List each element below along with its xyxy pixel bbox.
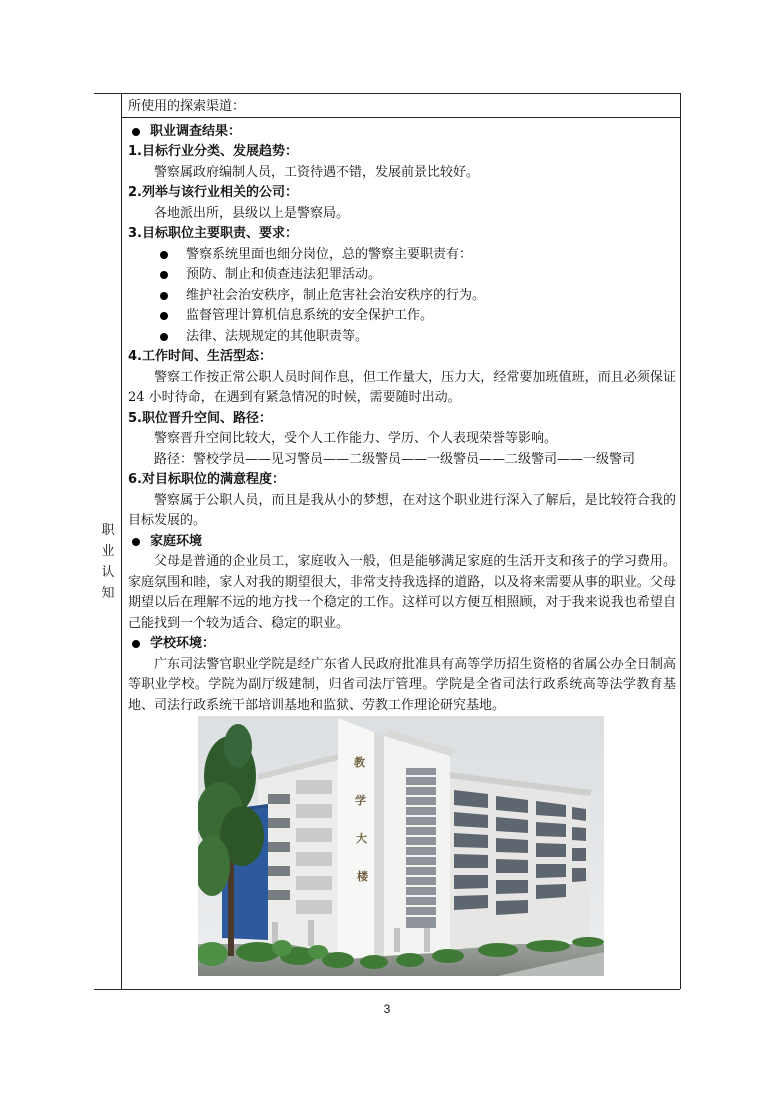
promotion-path: 路径：警校学员——见习警员——二级警员——一级警员——二级警司——一级警司: [154, 451, 636, 467]
family-heading-text: 家庭环境: [150, 533, 203, 549]
section-title: 2.列举与该行业相关的公司：: [128, 185, 298, 200]
survey-heading-text: 职业调查结果：: [150, 123, 242, 139]
table-right-border: [680, 93, 681, 989]
list-item: [128, 327, 676, 348]
bullet-icon: [160, 271, 168, 279]
side-label-char: 知: [101, 586, 115, 601]
list-item: [128, 286, 676, 307]
bullet-icon: [160, 292, 168, 300]
family-heading: [128, 532, 676, 553]
list-item: [128, 306, 676, 327]
list-item: [128, 265, 676, 286]
list-item-text: 法律、法规规定的其他职责等。: [186, 328, 369, 344]
school-heading: [128, 634, 676, 655]
bullet-icon: [160, 333, 168, 341]
survey-heading: [128, 122, 676, 143]
side-label-char: 认: [101, 565, 115, 580]
family-paragraph: 父母是普通的企业员工，家庭收入一般，但是能够满足家庭的生活开支和孩子的学习费用。家庭氛围和睦，家人对我的期望很大，非常支持我选择的道路，以及将来需要从事的职业。父母期望以后在理解不远的地方找一个稳定的工作。这样可以方便互相照顾，对于我来说我也希望自己能找到一个较为适合、稳定的职业。: [128, 554, 676, 631]
building-sign-char: 大: [356, 832, 367, 845]
list-item-text: 维护社会治安秩序，制止危害社会治安秩序的行为。: [186, 287, 486, 303]
bullet-icon: [160, 251, 168, 259]
section-title: 4.工作时间、生活型态：: [128, 349, 272, 364]
bullet-icon: [132, 128, 140, 136]
bullet-icon: [160, 312, 168, 320]
section-text: 各地派出所，县级以上是警察局。: [154, 205, 350, 221]
section-paragraph: 警察属于公职人员，而且是我从小的梦想，在对这个职业进行深入了解后，是比较符合我的目标发展的。: [128, 492, 676, 528]
section-title: 3.目标职位主要职责、要求：: [128, 226, 298, 241]
list-item: [128, 245, 676, 266]
school-building-photo: [198, 716, 604, 976]
section-title: 1.目标行业分类、发展趋势：: [128, 144, 298, 159]
school-heading-text: 学校环境：: [150, 636, 216, 651]
side-label-char: 职: [101, 523, 115, 538]
table-bottom-border: [94, 989, 680, 990]
table-content-cell: [128, 97, 676, 716]
list-item-text: 预防、制止和侦查违法犯罪活动。: [186, 267, 382, 282]
list-item-text: 监督管理计算机信息系统的安全保护工作。: [186, 308, 434, 323]
table-top-border: [94, 93, 680, 94]
building-sign-char: 学: [355, 794, 366, 807]
section-paragraph: 警察工作按正常公职人员时间作息，但工作量大，压力大，经常要加班值班，而且必须保证 24 小时待命，在遇到有紧急情况的时候，需要随时出动。: [128, 369, 676, 405]
side-label-career-cognition: [98, 520, 118, 604]
school-paragraph: 广东司法警官职业学院是经广东省人民政府批准具有高等学历招生资格的省属公办全日制高等职业学校。学院为副厅级建制，归省司法厅管理。学院是全省司法行政系统高等法学教育基地、司法行政系统干部培训基地和监狱、劳教工作理论研究基地。: [128, 656, 676, 713]
list-item-text: 警察系统里面也细分岗位，总的警察主要职责有：: [186, 246, 473, 262]
section-text: 警察属政府编制人员，工资待遇不错，发展前景比较好。: [154, 164, 480, 180]
building-sign-char: 教: [354, 756, 365, 769]
section-title: 6.对目标职位的满意程度：: [128, 472, 285, 487]
bullet-icon: [132, 640, 140, 648]
bullet-icon: [132, 538, 140, 546]
section-text: 警察晋升空间比较大，受个人工作能力、学历、个人表现荣誉等影响。: [154, 431, 558, 446]
table-column-divider: [121, 93, 122, 989]
side-label-char: 业: [101, 544, 115, 559]
building-sign-char: 楼: [357, 870, 368, 883]
page-number: 3: [383, 1002, 391, 1016]
exploration-channels-label: 所使用的探索渠道：: [128, 99, 246, 114]
section-title: 5.职位晋升空间、路径：: [128, 410, 272, 426]
